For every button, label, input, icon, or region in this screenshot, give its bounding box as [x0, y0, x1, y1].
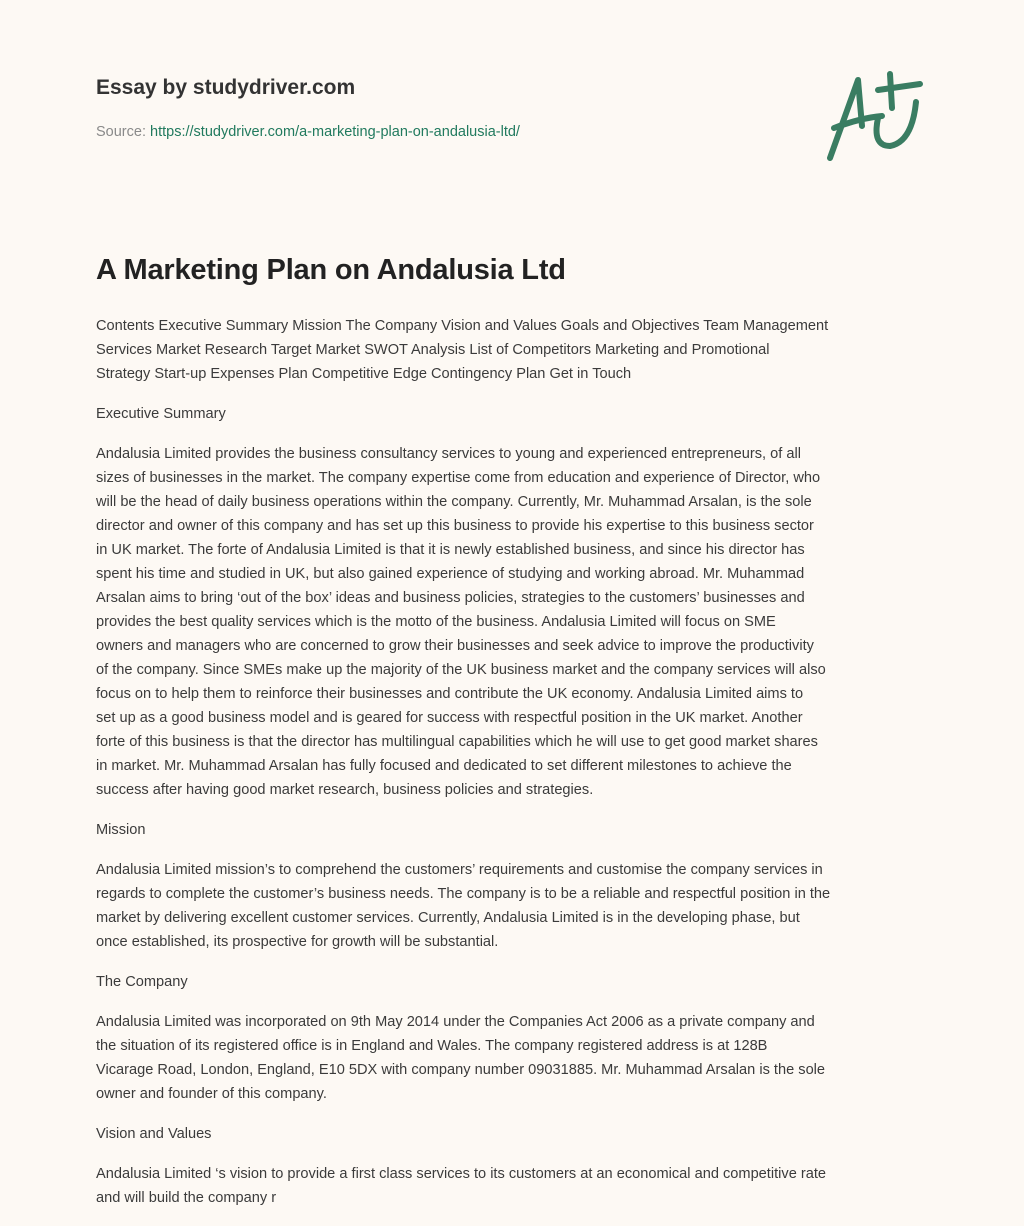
text-line: once established, its prospective for growth will be substantial. [96, 934, 499, 950]
paragraph [96, 442, 956, 802]
text-line: of the company. Since SMEs make up the majority of the UK business market and the company services will also [96, 662, 826, 678]
paragraph [96, 1010, 956, 1106]
source-line [96, 124, 520, 140]
source-label: Source: [96, 124, 146, 140]
section-heading [96, 402, 956, 426]
paragraph [96, 314, 956, 386]
text-line: owner and founder of this company. [96, 1086, 327, 1102]
text-line: forte of this business is that the director has multilingual capabilities which he will use to get good market shares [96, 734, 818, 750]
text-line: Contents Executive Summary Mission The Company Vision and Values Goals and Objectives Team Management [96, 318, 829, 334]
text-line: Arsalan aims to bring ‘out of the box’ ideas and business policies, strategies to the customers’ businesses and [96, 590, 805, 606]
text-line: Executive Summary [96, 406, 226, 422]
text-line: Andalusia Limited provides the business consultancy services to young and experienced entrepreneurs, of all [96, 446, 801, 462]
text-line: Andalusia Limited was incorporated on 9th May 2014 under the Companies Act 2006 as a private company and [96, 1014, 815, 1030]
source-link[interactable]: https://studydriver.com/a-marketing-plan-on-andalusia-ltd/ [150, 124, 520, 140]
text-line: in market. Mr. Muhammad Arsalan has fully focused and dedicated to set different milestones to achieve the [96, 758, 792, 774]
text-line: and will build the company r [96, 1190, 277, 1206]
text-line: will be the head of daily business operations within the company. Currently, Mr. Muhammad Arsalan, is the sole [96, 494, 812, 510]
text-line: success after having good market research, business policies and strategies. [96, 782, 594, 798]
essay-title: A Marketing Plan on Andalusia Ltd [96, 254, 566, 286]
text-line: the situation of its registered office is in England and Wales. The company registered address is at 128B [96, 1038, 768, 1054]
section-heading [96, 818, 956, 842]
text-line: Andalusia Limited mission’s to comprehend the customers’ requirements and customise the company services in [96, 862, 823, 878]
text-line: Services Market Research Target Market SWOT Analysis List of Competitors Marketing and Promotional [96, 342, 770, 358]
text-line: owners and managers who are concerned to grow their businesses and seek advice to improve the productivity [96, 638, 814, 654]
text-line: regards to complete the customer’s business needs. The company is to be a reliable and respectful position in the [96, 886, 831, 902]
section-heading [96, 970, 956, 994]
text-line: Andalusia Limited ‘s vision to provide a first class services to its customers at an economical and competitive rate [96, 1166, 827, 1182]
text-line: set up as a good business model and is geared for success with respectful position in the UK market. Another [96, 710, 803, 726]
a-plus-logo-icon [820, 66, 930, 166]
text-line: Strategy Start-up Expenses Plan Competitive Edge Contingency Plan Get in Touch [96, 366, 632, 382]
paragraph [96, 858, 956, 954]
text-line: in UK market. The forte of Andalusia Limited is that it is newly established business, and since his director has [96, 542, 805, 558]
text-line: Mission [96, 822, 146, 838]
text-line: Vicarage Road, London, England, E10 5DX with company number 09031885. Mr. Muhammad Arsalan is the sole [96, 1062, 826, 1078]
paragraph [96, 1162, 956, 1210]
essay-body [96, 314, 956, 1226]
site-title: Essay by studydriver.com [96, 76, 356, 99]
text-line: The Company [96, 974, 188, 990]
text-line: director and owner of this company and has set up this business to provide his expertise to this business sector [96, 518, 814, 534]
text-line: Vision and Values [96, 1126, 212, 1142]
section-heading [96, 1122, 956, 1146]
text-line: focus on to help them to reinforce their businesses and contribute the UK economy. Andalusia Limited aims to [96, 686, 804, 702]
text-line: provides the best quality services which is the motto of the business. Andalusia Limited will focus on SME [96, 614, 776, 630]
text-line: spent his time and studied in UK, but also gained experience of studying and working abroad. Mr. Muhammad [96, 566, 805, 582]
text-line: sizes of businesses in the market. The company expertise come from education and experience of Director, who [96, 470, 821, 486]
text-line: market by delivering excellent customer services. Currently, Andalusia Limited is in the developing phase, but [96, 910, 800, 926]
